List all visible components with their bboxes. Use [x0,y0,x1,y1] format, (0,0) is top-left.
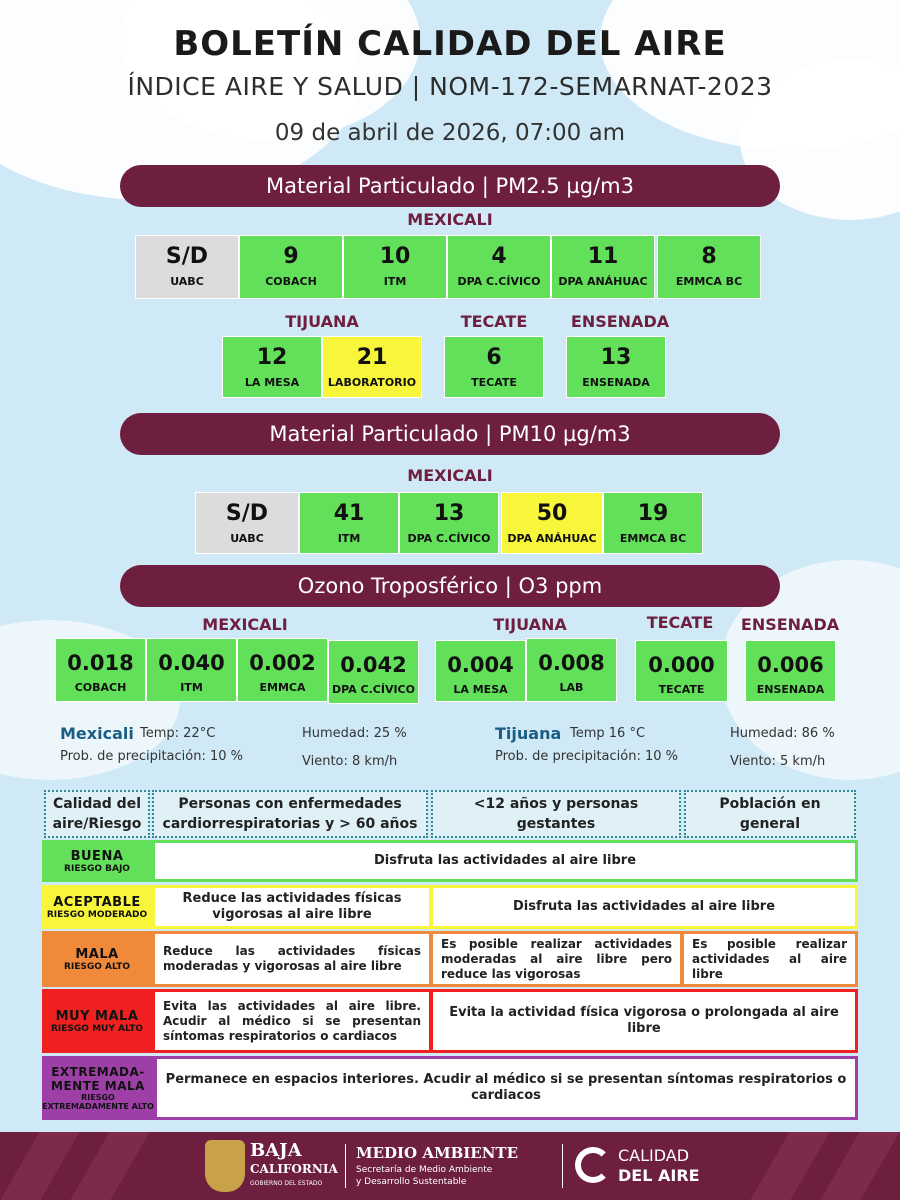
weather-mexicali-city: Mexicali [60,724,134,743]
pm25-station: 4 DPA C.CÍVICO [447,235,551,299]
o3-station: 0.004 LA MESA [435,640,526,702]
weather-tijuana-wind: Viento: 5 km/h [730,754,826,769]
footer-pattern [820,1132,899,1200]
category-extremadamente-mala: EXTREMADA-MENTE MALA RIESGO EXTREMADAMENTE ALTO [42,1056,154,1120]
recommendation-aceptable-rest: Disfruta las actividades al aire libre [433,888,855,926]
weather-tijuana-precip: Prob. de precipitación: 10 % [495,749,679,764]
pm25-station: 12 LA MESA [222,336,322,398]
recommendation-mala-general: Es posible realizar actividades al aire libre [684,934,855,984]
table-header-sensitive: Personas con enfermedades cardiorrespiratorias y > 60 años [152,790,428,838]
pm25-mexicali-label: MEXICALI [407,210,493,229]
footer-ma-sub1: Secretaría de Medio Ambiente [356,1165,493,1175]
weather-tijuana-humidity: Humedad: 86 % [730,726,835,741]
footer-pattern [0,1132,79,1200]
category-aceptable: ACEPTABLE RIESGO MODERADO [42,885,152,929]
recommendation-muy-mala-sensitive: Evita las actividades al aire libre. Acudir al médico si se presentan síntomas respiratorios o cardiacos [155,992,429,1050]
recommendation-extremadamente-mala-all: Permanece en espacios interiores. Acudir al médico si se presentan síntomas respiratorios o cardiacos [157,1059,855,1117]
table-header-children: <12 años y personas gestantes [431,790,681,838]
pm25-tecate-label: TECATE [460,312,528,331]
table-header-quality: Calidad del aire/Riesgo [44,790,150,838]
footer-bc-line2: CALIFORNIA [250,1162,338,1176]
footer-divider [562,1144,563,1188]
recommendation-mala-children: Es posible realizar actividades moderadas al aire libre pero reduce las vigorosas [433,934,680,984]
recommendation-buena-all: Disfruta las actividades al aire libre [155,843,855,879]
o3-mexicali-label: MEXICALI [202,615,288,634]
recommendation-aceptable-sensitive: Reduce las actividades físicas vigorosas al aire libre [155,888,429,926]
pm25-station: S/D UABC [135,235,239,299]
pm10-station: 19 EMMCA BC [603,492,703,554]
o3-tecate-label: TECATE [646,613,714,632]
pm25-station: 9 COBACH [239,235,343,299]
o3-station: 0.006 ENSENADA [745,640,836,702]
pm25-station: 6 TECATE [444,336,544,398]
footer-bc-line3: GOBIERNO DEL ESTADO [250,1180,323,1187]
table-header-general: Población en general [684,790,856,838]
pm10-banner: Material Particulado | PM10 µg/m3 [120,413,780,455]
pm25-banner: Material Particulado | PM2.5 µg/m3 [120,165,780,207]
page-subtitle: ÍNDICE AIRE Y SALUD | NOM-172-SEMARNAT-2023 [127,72,773,101]
footer-pattern [70,1132,149,1200]
state-crest-icon [205,1140,245,1192]
o3-ensenada-label: ENSENADA [740,615,840,634]
pm10-mexicali-label: MEXICALI [407,466,493,485]
category-buena: BUENA RIESGO BAJO [42,840,152,882]
category-muy-mala: MUY MALA RIESGO MUY ALTO [42,989,152,1053]
pm10-station: S/D UABC [195,492,299,554]
pm25-station: 13 ENSENADA [566,336,666,398]
recommendation-mala-sensitive: Reduce las actividades físicas moderadas y vigorosas al aire libre [155,934,429,984]
o3-tijuana-label: TIJUANA [493,615,567,634]
footer-ca-line1: CALIDAD [618,1146,690,1165]
weather-mexicali-wind: Viento: 8 km/h [302,754,398,769]
footer-ma-sub2: y Desarrollo Sustentable [356,1177,467,1187]
page-title: BOLETÍN CALIDAD DEL AIRE [173,24,727,64]
footer-bar [0,1132,900,1200]
weather-tijuana-city: Tijuana [495,724,562,743]
weather-mexicali-precip: Prob. de precipitación: 10 % [60,749,244,764]
bulletin-datetime: 09 de abril de 2026, 07:00 am [274,120,626,146]
o3-station: 0.000 TECATE [635,640,728,702]
weather-tijuana-temp: Temp 16 °C [570,726,646,741]
o3-station: 0.002 EMMCA [237,638,328,702]
pm25-station: 10 ITM [343,235,447,299]
pm25-tijuana-label: TIJUANA [285,312,359,331]
air-quality-logo-icon [575,1147,611,1183]
o3-station: 0.008 LAB [526,638,617,702]
footer-ma-title: MEDIO AMBIENTE [356,1144,519,1162]
weather-mexicali-humidity: Humedad: 25 % [302,726,407,741]
footer-divider [345,1144,346,1188]
pm25-station: 8 EMMCA BC [657,235,761,299]
footer-bc-line1: BAJA [250,1140,302,1161]
o3-station: 0.040 ITM [146,638,237,702]
pm10-station: 13 DPA C.CÍVICO [399,492,499,554]
pm10-station: 41 ITM [299,492,399,554]
pm10-station: 50 DPA ANÁHUAC [501,492,603,554]
category-mala: MALA RIESGO ALTO [42,931,152,987]
o3-banner: Ozono Troposférico | O3 ppm [120,565,780,607]
footer-ca-line2: DEL AIRE [618,1166,700,1185]
pm25-station: 21 LABORATORIO [322,336,422,398]
pm25-station: 11 DPA ANÁHUAC [551,235,655,299]
recommendation-muy-mala-rest: Evita la actividad física vigorosa o prolongada al aire libre [433,992,855,1050]
footer-pattern [750,1132,829,1200]
weather-mexicali-temp: Temp: 22°C [140,726,216,741]
pm25-ensenada-label: ENSENADA [570,312,670,331]
o3-station: 0.018 COBACH [55,638,146,702]
o3-station: 0.042 DPA C.CÍVICO [328,640,419,704]
